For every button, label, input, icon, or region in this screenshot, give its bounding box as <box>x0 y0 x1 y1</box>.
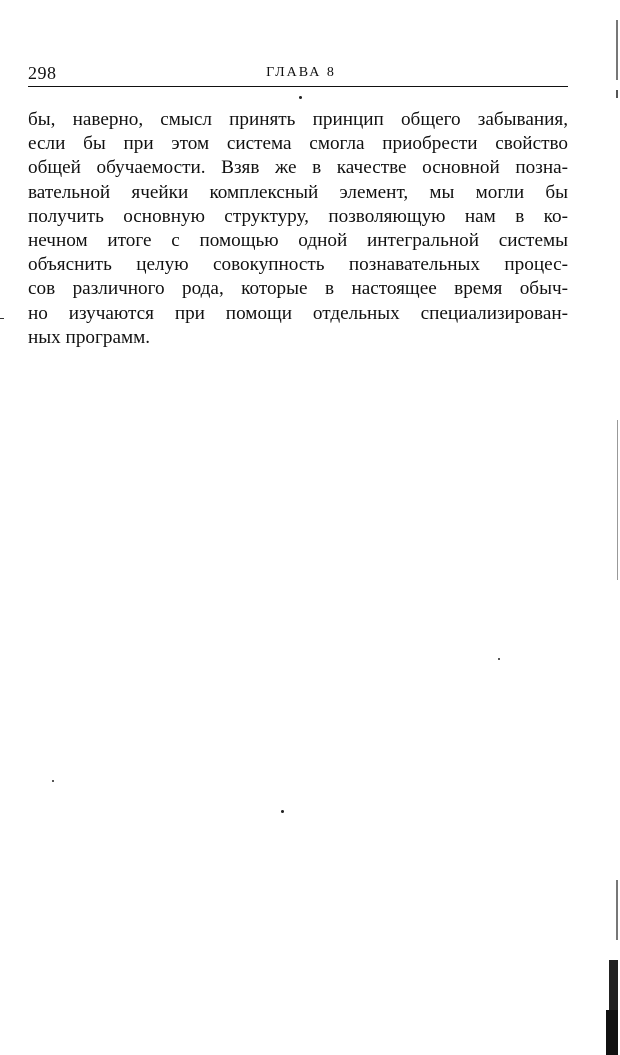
scan-edge-streak <box>616 20 618 80</box>
scan-edge-shadow <box>606 0 620 1055</box>
header-rule <box>28 86 568 87</box>
text-line: если бы при этом система смогла приобрести свойство <box>28 133 568 155</box>
text-line: вательной ячейки комплексный элемент, мы могли бы <box>28 181 568 203</box>
text-line: сов различного рода, которые в настоящее время обыч- <box>28 278 568 300</box>
text-line: ных программ. <box>28 326 151 348</box>
scan-edge-mark <box>0 318 4 319</box>
print-speck <box>299 96 302 99</box>
scan-edge-streak <box>617 420 618 580</box>
body-paragraph <box>28 108 568 350</box>
text-line: получить основную структуру, позволяющую нам в ко- <box>28 205 568 227</box>
text-line: объяснить целую совокупность познавательных процес- <box>28 254 568 276</box>
scan-edge-streak <box>616 90 618 98</box>
print-speck <box>52 780 54 782</box>
text-line: общей обучаемости. Взяв же в качестве основной позна- <box>28 157 568 179</box>
page-number: 298 <box>28 63 57 83</box>
running-head: ГЛАВА 8 <box>266 65 336 80</box>
print-speck <box>281 810 284 813</box>
print-speck <box>498 658 500 660</box>
scan-edge-streak <box>616 880 618 940</box>
scan-edge-streak <box>606 1010 618 1055</box>
text-line: но изучаются при помощи отдельных специализирован- <box>28 302 568 324</box>
text-line: нечном итоге с помощью одной интегральной системы <box>28 229 568 251</box>
text-line: бы, наверно, смысл принять принцип общего забывания, <box>28 109 568 130</box>
page-header <box>28 62 568 84</box>
